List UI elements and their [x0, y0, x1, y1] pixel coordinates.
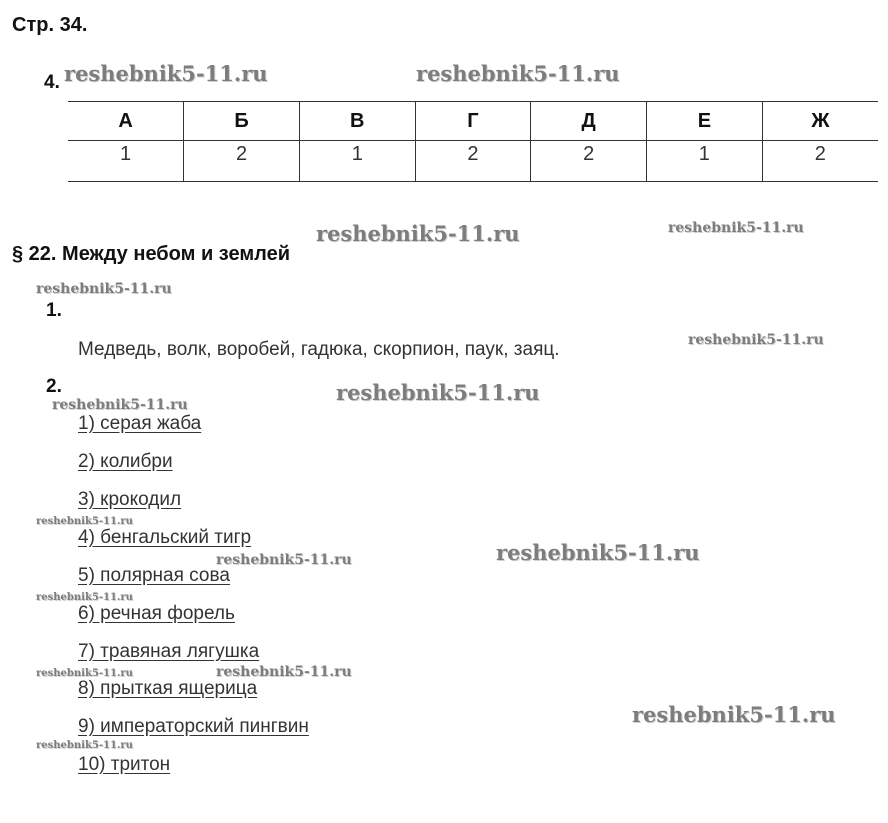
table-header-cell: А: [68, 102, 184, 141]
table-cell: 1: [299, 141, 415, 182]
task-2-number: 2.: [46, 376, 62, 397]
table-row: [68, 141, 878, 182]
answer-table: [68, 101, 878, 182]
table-cell: 1: [647, 141, 763, 182]
table-header-cell: Г: [415, 102, 531, 141]
section-title: § 22. Между небом и землей: [12, 243, 290, 265]
watermark: reshebnik5-11.ru: [36, 281, 172, 297]
watermark: reshebnik5-11.ru: [36, 740, 133, 751]
watermark: reshebnik5-11.ru: [336, 380, 540, 405]
list-item: 4) бенгальский тигр: [78, 527, 252, 548]
list-item: 2) колибри: [78, 451, 173, 472]
list-item: 7) травяная лягушка: [78, 641, 260, 662]
task-1-number: 1.: [46, 300, 62, 321]
table-header-cell: Д: [531, 102, 647, 141]
watermark: reshebnik5-11.ru: [496, 540, 700, 565]
watermark: reshebnik5-11.ru: [64, 61, 268, 86]
table-header-cell: В: [299, 102, 415, 141]
list-item: 5) полярная сова: [78, 565, 230, 586]
table-header-cell: Е: [647, 102, 763, 141]
page-title: Стр. 34.: [12, 14, 88, 36]
watermark: reshebnik5-11.ru: [36, 516, 133, 527]
task-1-answer: Медведь, волк, воробей, гадюка, скорпион, паук, заяц.: [78, 339, 560, 360]
list-item: 10) тритон: [78, 754, 171, 775]
list-item: 9) императорский пингвин: [78, 716, 309, 737]
table-header-cell: Б: [184, 102, 300, 141]
table-cell: 2: [184, 141, 300, 182]
table-cell: 1: [68, 141, 184, 182]
task-4-number: 4.: [44, 72, 60, 93]
watermark: reshebnik5-11.ru: [668, 220, 804, 236]
watermark: reshebnik5-11.ru: [416, 61, 620, 86]
list-item: 1) серая жаба: [78, 413, 202, 434]
watermark: reshebnik5-11.ru: [216, 664, 352, 680]
watermark: reshebnik5-11.ru: [36, 592, 133, 603]
table-header-cell: Ж: [762, 102, 878, 141]
table-cell: 2: [415, 141, 531, 182]
list-item: 6) речная форель: [78, 603, 235, 624]
list-item: 3) крокодил: [78, 489, 182, 510]
watermark: reshebnik5-11.ru: [632, 702, 836, 727]
table-cell: 2: [762, 141, 878, 182]
table-cell: 2: [531, 141, 647, 182]
watermark: reshebnik5-11.ru: [688, 332, 824, 348]
watermark: reshebnik5-11.ru: [52, 397, 188, 413]
table-header-row: [68, 102, 878, 141]
list-item: 8) прыткая ящерица: [78, 678, 258, 699]
watermark: reshebnik5-11.ru: [36, 668, 133, 679]
watermark: reshebnik5-11.ru: [216, 552, 352, 568]
watermark: reshebnik5-11.ru: [316, 221, 520, 246]
